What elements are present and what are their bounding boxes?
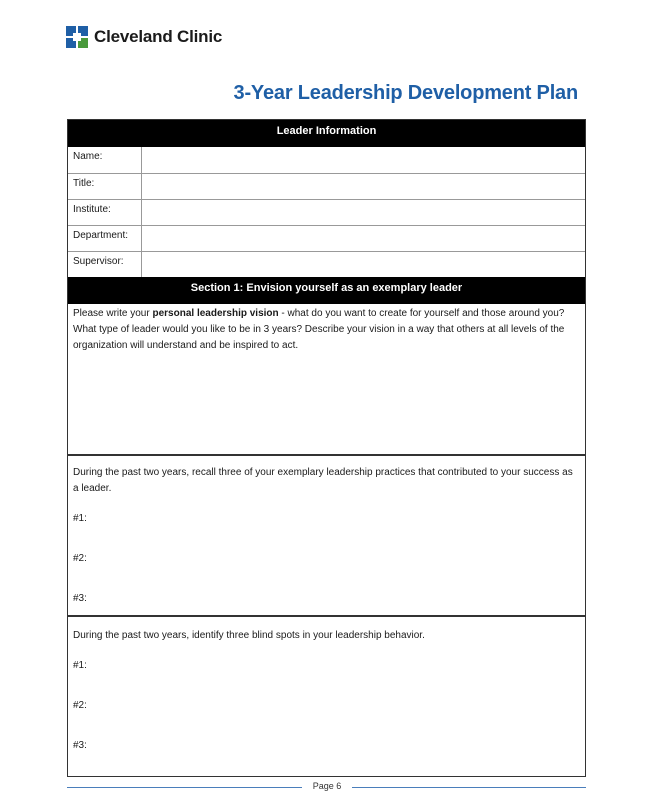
- footer-divider-right: [352, 787, 586, 788]
- department-row: [68, 225, 585, 251]
- leader-info-header: Leader Information: [68, 120, 585, 147]
- blind-spots-field[interactable]: [68, 617, 585, 776]
- page-number: Page 6: [312, 781, 342, 791]
- name-row: [68, 147, 585, 173]
- institute-row: [68, 199, 585, 225]
- cleveland-clinic-logo-icon: [66, 26, 88, 48]
- brand-logo: [66, 26, 222, 48]
- name-field[interactable]: [142, 147, 585, 173]
- vision-prompt-prefix: Please write your: [73, 308, 153, 319]
- document-title: 3-Year Leadership Development Plan: [233, 82, 578, 104]
- development-plan-form: [67, 119, 586, 777]
- practice-3-label: #3:: [73, 593, 87, 604]
- supervisor-field[interactable]: [142, 252, 585, 277]
- title-label: Title:: [68, 174, 142, 199]
- vision-prompt-suffix: - what do you want to create for yourself and those around you? What type of leader would you like to be in 3 years? Describe your vision in a way that others at all levels of the organization will understand and be inspired to act.: [73, 308, 565, 351]
- leader-info-fields: [68, 147, 585, 277]
- practice-2-label: #2:: [73, 553, 87, 564]
- name-label: Name:: [68, 147, 142, 173]
- department-label: Department:: [68, 226, 142, 251]
- department-field[interactable]: [142, 226, 585, 251]
- blind-spot-3-label: #3:: [73, 740, 87, 751]
- practice-1-label: #1:: [73, 513, 87, 524]
- vision-field[interactable]: [68, 304, 585, 456]
- blind-spot-1-label: #1:: [73, 660, 87, 671]
- title-field[interactable]: [142, 174, 585, 199]
- practices-prompt: During the past two years, recall three of your exemplary leadership practices that contributed to your success as a leader.: [73, 467, 573, 494]
- title-row: [68, 173, 585, 199]
- footer-divider-left: [67, 787, 302, 788]
- institute-field[interactable]: [142, 200, 585, 225]
- section1-header: Section 1: Envision yourself as an exemplary leader: [68, 277, 585, 304]
- institute-label: Institute:: [68, 200, 142, 225]
- supervisor-label: Supervisor:: [68, 252, 142, 277]
- brand-name: Cleveland Clinic: [94, 27, 223, 46]
- practices-field[interactable]: [68, 456, 585, 617]
- blind-spot-2-label: #2:: [73, 700, 87, 711]
- blind-spots-prompt: During the past two years, identify three blind spots in your leadership behavior.: [73, 630, 425, 641]
- vision-prompt-bold: personal leadership vision: [152, 308, 279, 319]
- supervisor-row: [68, 251, 585, 277]
